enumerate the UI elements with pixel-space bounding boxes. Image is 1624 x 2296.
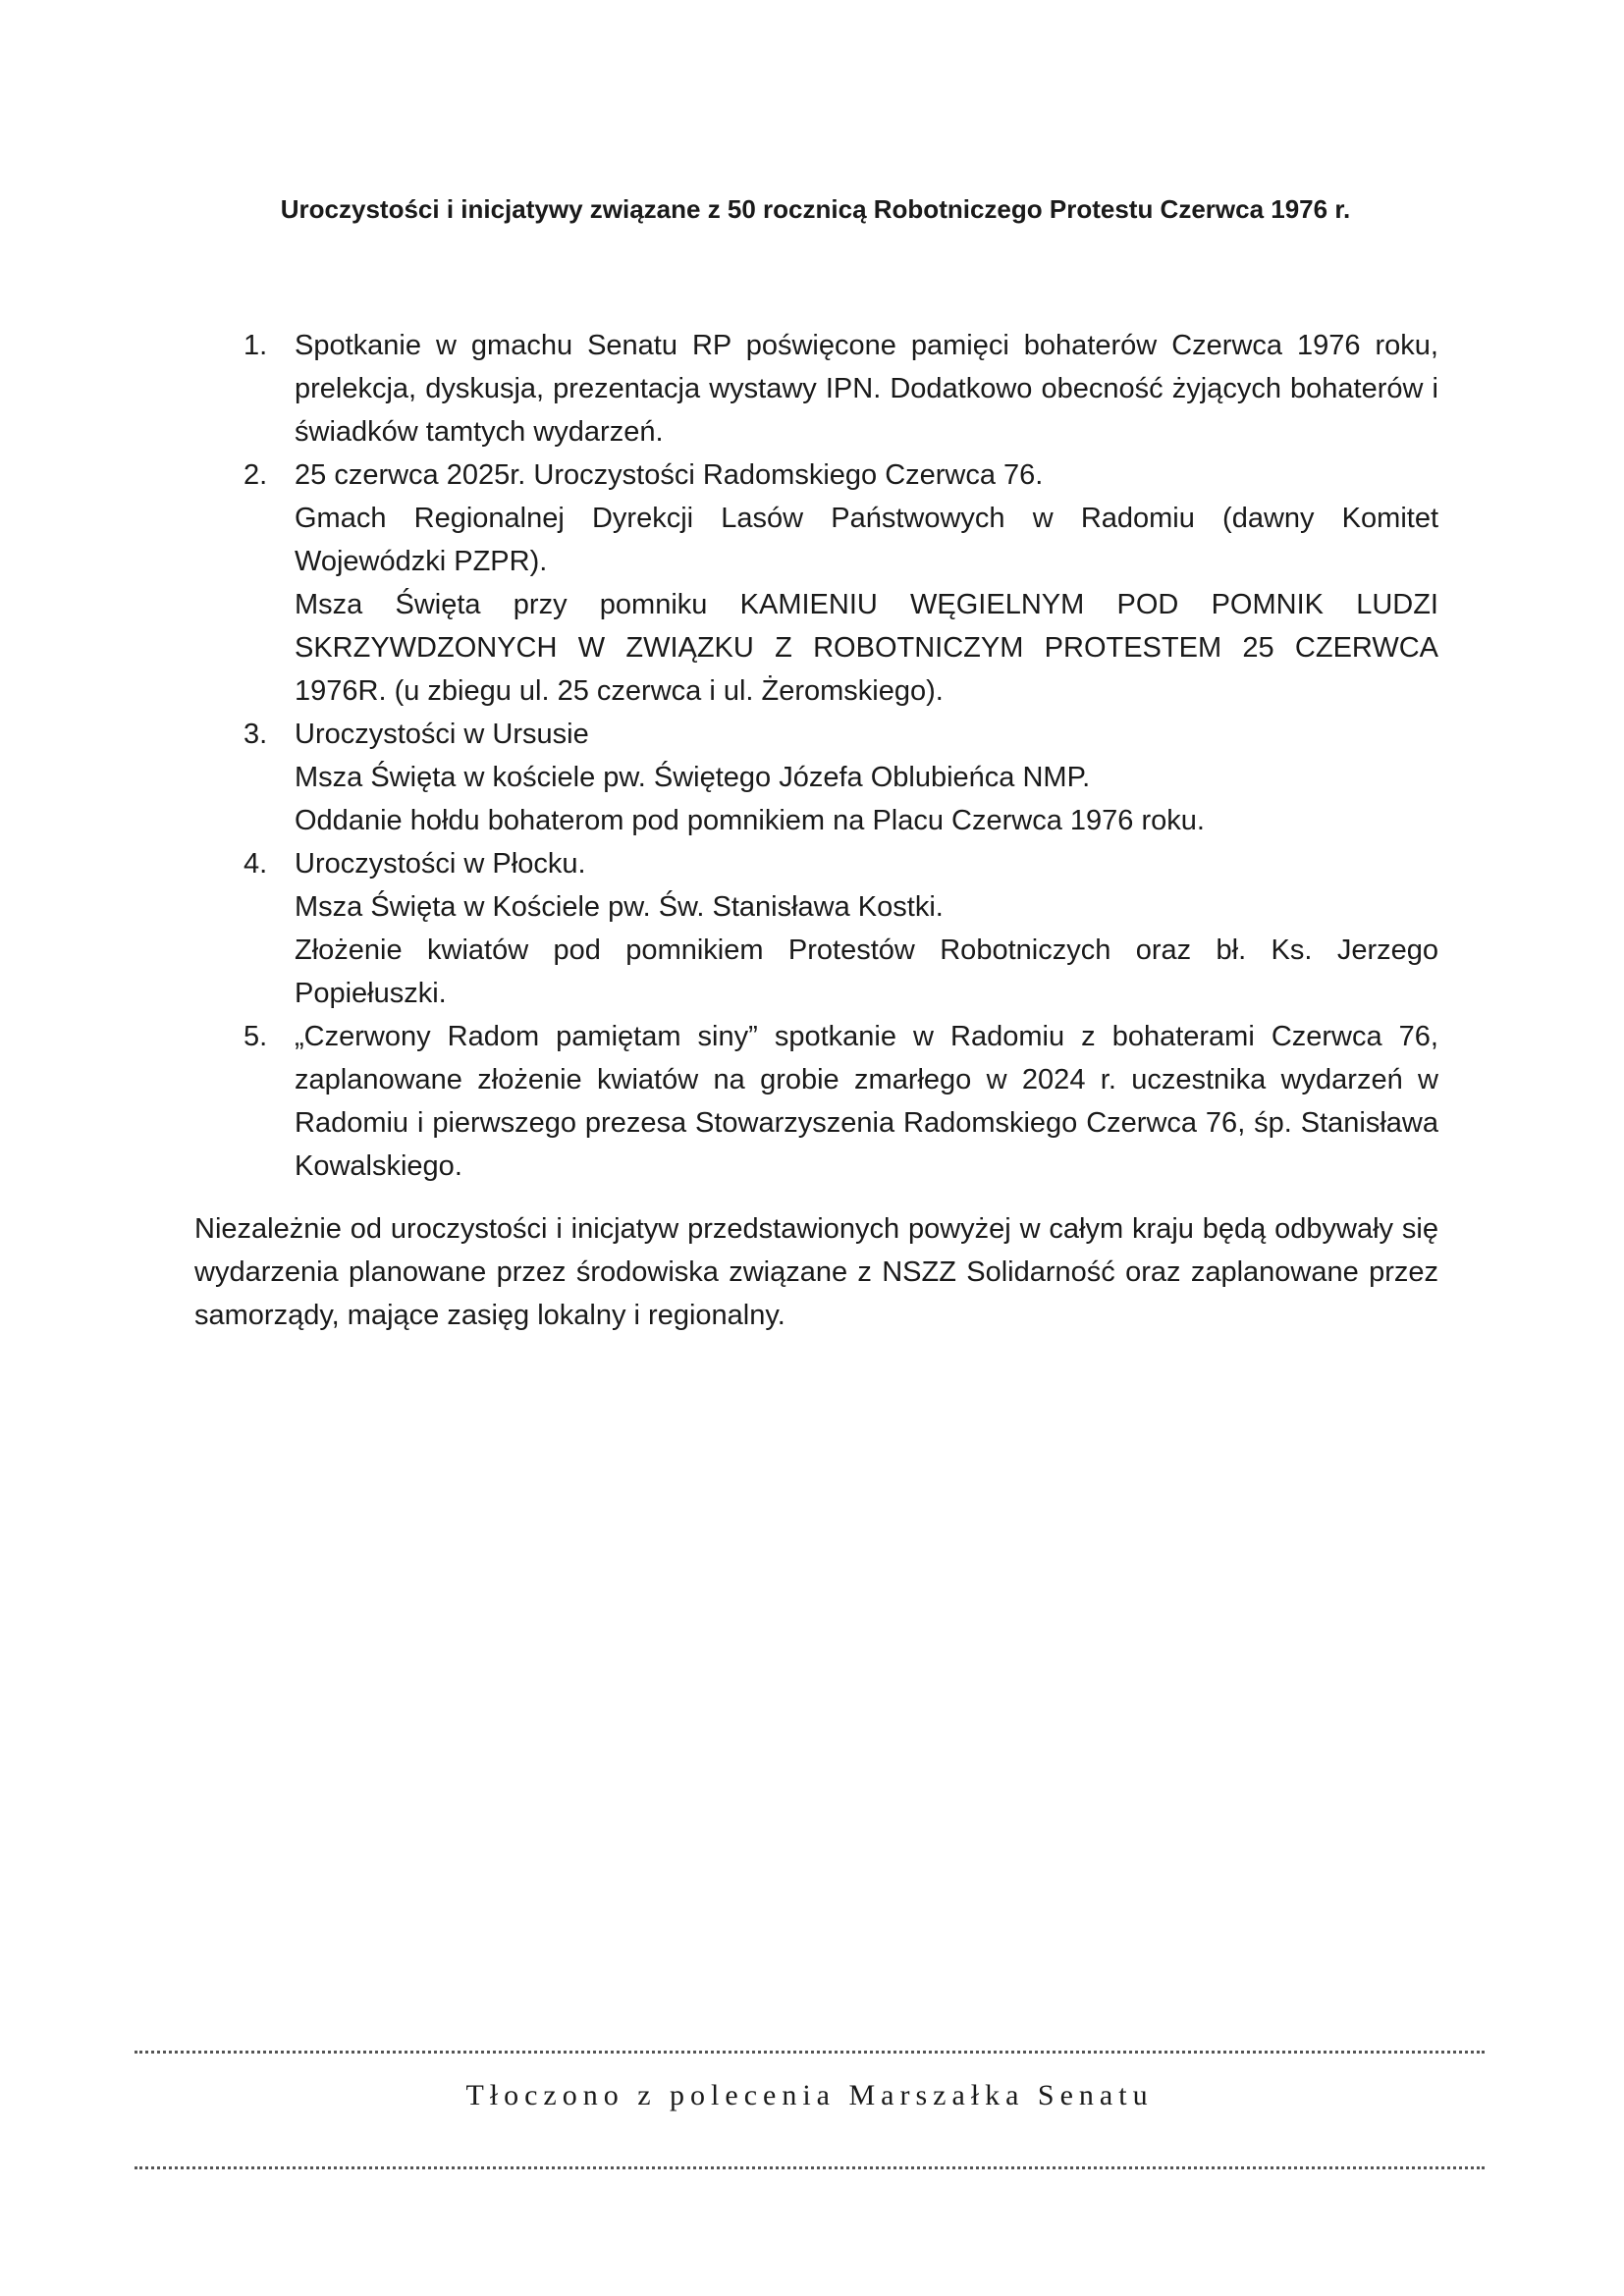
- document-title: Uroczystości i inicjatywy związane z 50 rocznicą Robotniczego Protestu Czerwca 1976 r.: [280, 194, 1351, 224]
- list-item-text: 25 czerwca 2025r. Uroczystości Radomskiego Czerwca 76.: [295, 459, 1044, 491]
- list-item-number: 1.: [244, 330, 268, 361]
- list-item-number: 4.: [244, 848, 268, 880]
- list-item-text: Złożenie kwiatów pod pomnikiem Protestów Robotniczych oraz bł. Ks. Jerzego Popiełuszki.: [295, 934, 1438, 1009]
- list-item-number: 3.: [244, 719, 268, 750]
- list-item-text: Oddanie hołdu bohaterom pod pomnikiem na Placu Czerwca 1976 roku.: [295, 805, 1205, 836]
- event-list: [194, 324, 1438, 1188]
- list-item-text: Msza Święta w Kościele pw. Św. Stanisława Kostki.: [295, 891, 944, 923]
- list-item: [194, 324, 1438, 454]
- list-item-text: Gmach Regionalnej Dyrekcji Lasów Państwowych w Radomiu (dawny Komitet Wojewódzki PZPR).: [295, 503, 1438, 577]
- list-item: [194, 454, 1438, 713]
- list-item-text: Spotkanie w gmachu Senatu RP poświęcone pamięci bohaterów Czerwca 1976 roku, prelekcja, dyskusja, prezentacja wystawy IPN. Dodatkowo obecność żyjących bohaterów i świadków tamtych wydarzeń.: [295, 330, 1438, 448]
- list-item-text: Uroczystości w Płocku.: [295, 848, 586, 880]
- footer-imprint: Tłoczono z polecenia Marszałka Senatu: [465, 2079, 1154, 2111]
- footer-divider-bottom: [135, 2166, 1485, 2169]
- list-item: [194, 713, 1438, 842]
- list-item-number: 2.: [244, 459, 268, 491]
- list-item-number: 5.: [244, 1021, 268, 1052]
- list-item-text: Uroczystości w Ursusie: [295, 719, 589, 750]
- footer-divider-top: [135, 2051, 1485, 2054]
- closing-paragraph: Niezależnie od uroczystości i inicjatyw przedstawionych powyżej w całym kraju będą odbywały się wydarzenia planowane przez środowiska związane z NSZZ Solidarność oraz zaplanowane przez samorządy, mające zasięg lokalny i regionalny.: [194, 1213, 1438, 1331]
- list-item: [194, 842, 1438, 1015]
- list-item-text: Msza Święta w kościele pw. Świętego Józefa Oblubieńca NMP.: [295, 762, 1091, 793]
- list-item-text: Msza Święta przy pomniku KAMIENIU WĘGIELNYM POD POMNIK LUDZI SKRZYWDZONYCH W ZWIĄZKU Z ROBOTNICZYM PROTESTEM 25 CZERWCA 1976R. (u zbiegu ul. 25 czerwca i ul. Żeromskiego).: [295, 589, 1438, 707]
- list-item-text: „Czerwony Radom pamiętam siny” spotkanie w Radomiu z bohaterami Czerwca 76, zaplanowane złożenie kwiatów na grobie zmarłego w 2024 r. uczestnika wydarzeń w Radomiu i pierwszego prezesa Stowarzyszenia Radomskiego Czerwca 76, śp. Stanisława Kowalskiego.: [295, 1021, 1438, 1182]
- list-item: [194, 1015, 1438, 1188]
